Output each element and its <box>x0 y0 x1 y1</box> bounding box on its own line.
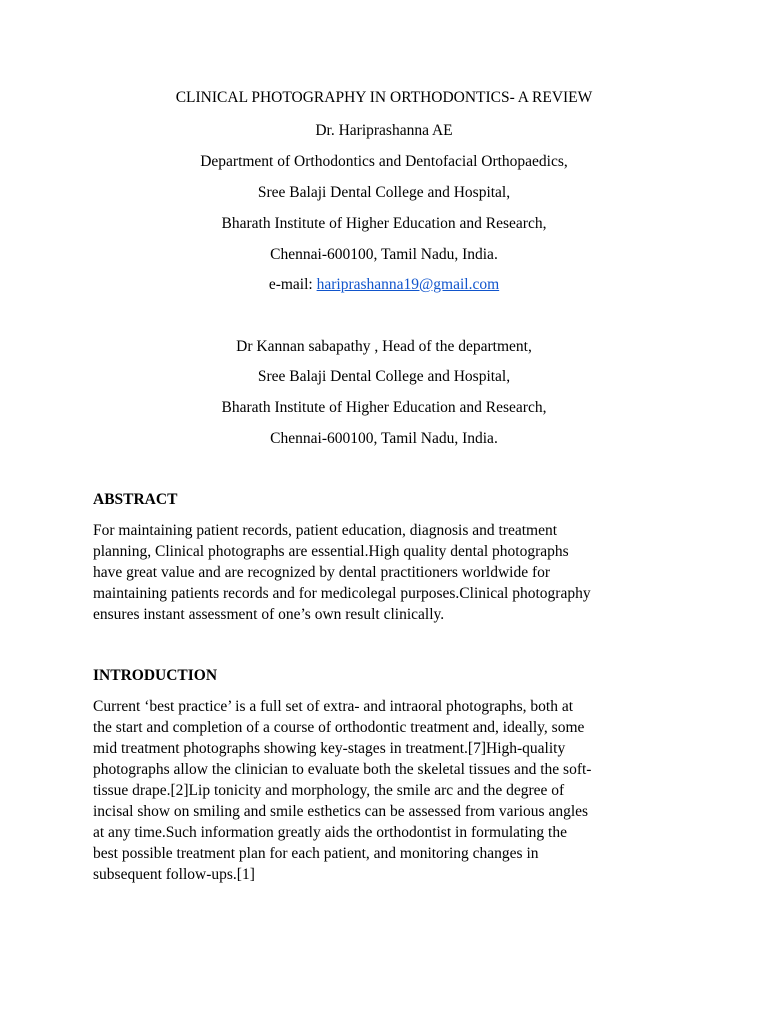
abstract-line: planning, Clinical photographs are essential.High quality dental photographs <box>93 543 569 560</box>
author1-department: Department of Orthodontics and Dentofacial Orthopaedics, <box>200 153 568 170</box>
email-link[interactable]: hariprashanna19@gmail.com <box>316 276 500 293</box>
abstract-line: ensures instant assessment of one’s own result clinically. <box>93 606 445 623</box>
abstract-line: For maintaining patient records, patient education, diagnosis and treatment <box>93 522 558 539</box>
author1-name: Dr. Hariprashanna AE <box>315 122 453 139</box>
introduction-line: the start and completion of a course of orthodontic treatment and, ideally, some <box>93 719 585 736</box>
introduction-body <box>93 696 663 885</box>
introduction-line: mid treatment photographs showing key-stages in treatment.[7]High-quality <box>93 740 566 757</box>
introduction-line: at any time.Such information greatly aids the orthodontist in formulating the <box>93 824 567 841</box>
author2-institute: Bharath Institute of Higher Education and Research, <box>221 399 547 416</box>
abstract-line: have great value and are recognized by dental practitioners worldwide for <box>93 564 551 581</box>
abstract-body <box>93 520 663 625</box>
introduction-line: best possible treatment plan for each patient, and monitoring changes in <box>93 845 539 862</box>
abstract-line: maintaining patients records and for medicolegal purposes.Clinical photography <box>93 585 591 602</box>
author1-email-line <box>0 275 768 295</box>
introduction-line: tissue drape.[2]Lip tonicity and morphology, the smile arc and the degree of <box>93 782 565 799</box>
abstract-heading: ABSTRACT <box>93 491 178 508</box>
introduction-line: subsequent follow-ups.[1] <box>93 866 255 883</box>
introduction-line: incisal show on smiling and smile esthetics can be assessed from various angles <box>93 803 589 820</box>
author2-name: Dr Kannan sabapathy , Head of the department, <box>236 338 532 355</box>
email-label: e-mail: <box>268 276 317 293</box>
author2-address: Chennai-600100, Tamil Nadu, India. <box>270 430 498 447</box>
introduction-line: Current ‘best practice’ is a full set of extra- and intraoral photographs, both at <box>93 698 574 715</box>
introduction-heading: INTRODUCTION <box>93 667 218 684</box>
introduction-line: photographs allow the clinician to evaluate both the skeletal tissues and the soft- <box>93 761 592 778</box>
author1-address: Chennai-600100, Tamil Nadu, India. <box>270 246 498 263</box>
author1-institute: Bharath Institute of Higher Education and Research, <box>221 215 547 232</box>
author2-college: Sree Balaji Dental College and Hospital, <box>257 368 511 385</box>
author1-college: Sree Balaji Dental College and Hospital, <box>257 184 511 201</box>
paper-title: CLINICAL PHOTOGRAPHY IN ORTHODONTICS- A REVIEW <box>175 89 593 106</box>
